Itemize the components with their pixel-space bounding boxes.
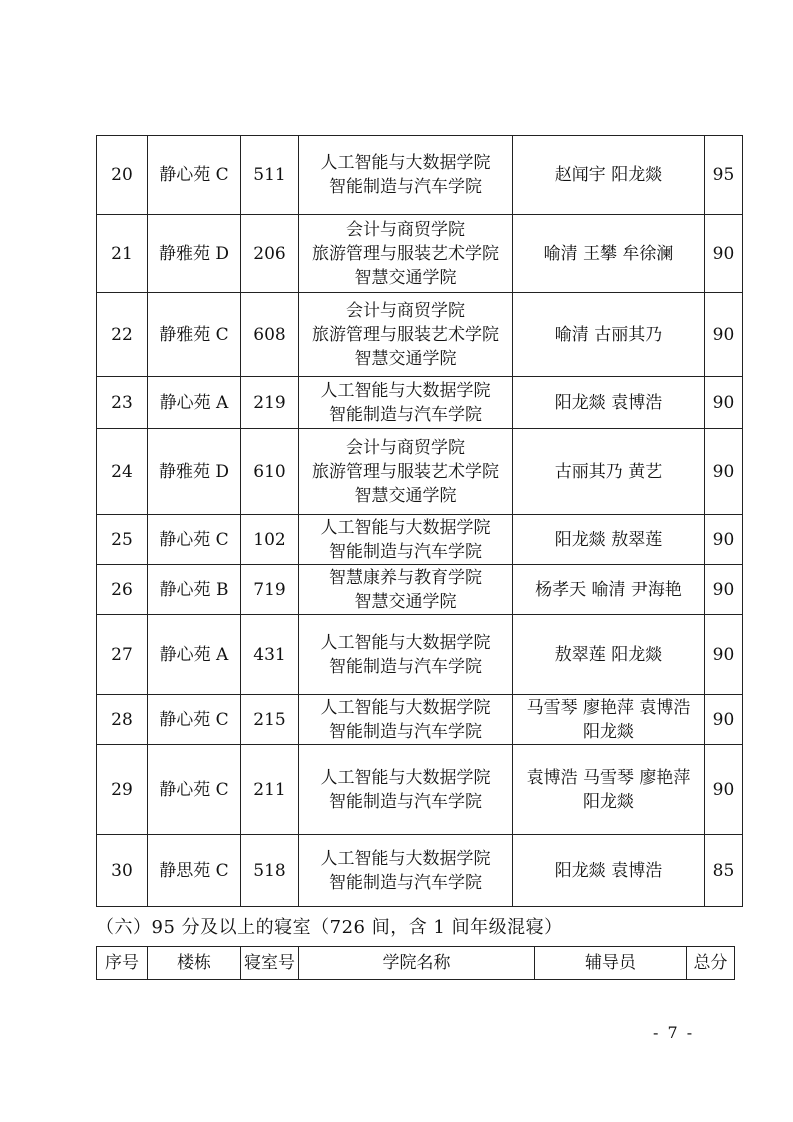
cell-counselor-line: 敖翠莲 阳龙燚 xyxy=(554,644,663,665)
table-row xyxy=(97,136,743,215)
cell-college-line: 人工智能与大数据学院 xyxy=(320,767,491,788)
cell-no: 27 xyxy=(97,615,148,695)
cell-college xyxy=(299,215,513,293)
header-no: 序号 xyxy=(97,947,148,980)
header-college: 学院名称 xyxy=(299,947,535,980)
cell-score: 90 xyxy=(705,293,743,377)
cell-college-line: 会计与商贸学院 xyxy=(346,300,465,321)
cell-college-line: 人工智能与大数据学院 xyxy=(320,697,491,718)
cell-counselor xyxy=(513,215,705,293)
cell-room: 102 xyxy=(241,515,299,565)
table-row xyxy=(97,377,743,429)
cell-college-line: 人工智能与大数据学院 xyxy=(320,380,491,401)
cell-college xyxy=(299,377,513,429)
cell-college-line: 智慧交通学院 xyxy=(354,348,457,369)
cell-building: 静心苑 C xyxy=(148,745,241,835)
cell-room: 219 xyxy=(241,377,299,429)
header-room: 寝室号 xyxy=(241,947,299,980)
cell-no: 30 xyxy=(97,835,148,907)
cell-counselor-line: 古丽其乃 黄艺 xyxy=(554,461,663,482)
cell-counselor xyxy=(513,377,705,429)
table-row xyxy=(97,515,743,565)
cell-college-line: 人工智能与大数据学院 xyxy=(320,848,491,869)
cell-college-line: 旅游管理与服装艺术学院 xyxy=(312,461,499,482)
cell-college-line: 智慧交通学院 xyxy=(354,267,457,288)
cell-score: 90 xyxy=(705,745,743,835)
cell-counselor-line: 杨孝天 喻清 尹海艳 xyxy=(535,579,682,600)
cell-room: 608 xyxy=(241,293,299,377)
cell-score: 90 xyxy=(705,215,743,293)
cell-college xyxy=(299,745,513,835)
cell-counselor xyxy=(513,615,705,695)
table-row xyxy=(97,293,743,377)
cell-no: 22 xyxy=(97,293,148,377)
cell-building: 静心苑 C xyxy=(148,136,241,215)
cell-room: 211 xyxy=(241,745,299,835)
cell-building: 静心苑 A xyxy=(148,377,241,429)
table-row xyxy=(97,565,743,615)
cell-counselor-line: 喻清 王攀 牟徐澜 xyxy=(543,243,674,264)
table-row xyxy=(97,745,743,835)
header-score: 总分 xyxy=(687,947,735,980)
cell-college-line: 智能制造与汽车学院 xyxy=(329,541,482,562)
cell-score: 90 xyxy=(705,615,743,695)
cell-counselor-line: 阳龙燚 xyxy=(583,791,634,812)
cell-counselor xyxy=(513,835,705,907)
cell-counselor-line: 喻清 古丽其乃 xyxy=(554,324,663,345)
cell-counselor-line: 阳龙燚 袁博浩 xyxy=(554,392,663,413)
cell-college-line: 智慧交通学院 xyxy=(354,591,457,612)
cell-score: 95 xyxy=(705,136,743,215)
cell-counselor-line: 阳龙燚 xyxy=(583,721,634,742)
cell-room: 719 xyxy=(241,565,299,615)
cell-no: 26 xyxy=(97,565,148,615)
table-row xyxy=(97,615,743,695)
cell-no: 24 xyxy=(97,429,148,515)
cell-counselor-line: 阳龙燚 袁博浩 xyxy=(554,860,663,881)
cell-room: 206 xyxy=(241,215,299,293)
cell-room: 511 xyxy=(241,136,299,215)
cell-no: 23 xyxy=(97,377,148,429)
cell-score: 90 xyxy=(705,377,743,429)
header-table xyxy=(96,946,735,980)
header-building: 楼栋 xyxy=(148,947,241,980)
cell-college-line: 智能制造与汽车学院 xyxy=(329,721,482,742)
cell-score: 90 xyxy=(705,515,743,565)
cell-building: 静雅苑 D xyxy=(148,429,241,515)
table-row xyxy=(97,215,743,293)
cell-building: 静心苑 C xyxy=(148,695,241,745)
cell-college-line: 旅游管理与服装艺术学院 xyxy=(312,324,499,345)
cell-building: 静雅苑 C xyxy=(148,293,241,377)
cell-score: 90 xyxy=(705,565,743,615)
cell-college-line: 智慧康养与教育学院 xyxy=(329,567,482,588)
cell-college xyxy=(299,293,513,377)
cell-no: 20 xyxy=(97,136,148,215)
cell-college xyxy=(299,565,513,615)
cell-counselor xyxy=(513,565,705,615)
cell-college-line: 智能制造与汽车学院 xyxy=(329,656,482,677)
cell-counselor xyxy=(513,745,705,835)
section-title: （六）95 分及以上的寝室（726 间，含 1 间年级混寝） xyxy=(96,917,563,938)
cell-college xyxy=(299,429,513,515)
cell-no: 28 xyxy=(97,695,148,745)
cell-no: 21 xyxy=(97,215,148,293)
cell-counselor-line: 阳龙燚 敖翠莲 xyxy=(554,529,663,550)
cell-college-line: 会计与商贸学院 xyxy=(346,437,465,458)
header-counselor: 辅导员 xyxy=(535,947,687,980)
cell-score: 90 xyxy=(705,429,743,515)
cell-college xyxy=(299,515,513,565)
cell-college-line: 人工智能与大数据学院 xyxy=(320,632,491,653)
cell-college-line: 智慧交通学院 xyxy=(354,485,457,506)
cell-counselor xyxy=(513,695,705,745)
cell-counselor-line: 马雪琴 廖艳萍 袁博浩 xyxy=(526,697,691,718)
cell-room: 431 xyxy=(241,615,299,695)
cell-college xyxy=(299,835,513,907)
cell-building: 静心苑 C xyxy=(148,515,241,565)
dorm-score-table xyxy=(96,135,743,907)
cell-college xyxy=(299,695,513,745)
cell-college xyxy=(299,615,513,695)
cell-counselor xyxy=(513,136,705,215)
cell-college-line: 智能制造与汽车学院 xyxy=(329,404,482,425)
cell-room: 215 xyxy=(241,695,299,745)
cell-college-line: 人工智能与大数据学院 xyxy=(320,517,491,538)
cell-room: 518 xyxy=(241,835,299,907)
table-row xyxy=(97,429,743,515)
cell-college-line: 智能制造与汽车学院 xyxy=(329,177,482,197)
cell-building: 静心苑 A xyxy=(148,615,241,695)
cell-room: 610 xyxy=(241,429,299,515)
header-row xyxy=(97,947,735,980)
cell-counselor xyxy=(513,515,705,565)
cell-college xyxy=(299,136,513,215)
table-row xyxy=(97,835,743,907)
cell-no: 25 xyxy=(97,515,148,565)
cell-counselor-line: 袁博浩 马雪琴 廖艳萍 xyxy=(526,767,691,788)
cell-college-line: 会计与商贸学院 xyxy=(346,219,465,240)
cell-counselor xyxy=(513,429,705,515)
cell-building: 静雅苑 D xyxy=(148,215,241,293)
cell-score: 85 xyxy=(705,835,743,907)
cell-building: 静思苑 C xyxy=(148,835,241,907)
cell-score: 90 xyxy=(705,695,743,745)
cell-college-line: 人工智能与大数据学院 xyxy=(320,153,491,173)
cell-college-line: 智能制造与汽车学院 xyxy=(329,872,482,893)
cell-college-line: 旅游管理与服装艺术学院 xyxy=(312,243,499,264)
cell-college-line: 智能制造与汽车学院 xyxy=(329,791,482,812)
cell-counselor-line: 赵闻宇 阳龙燚 xyxy=(554,165,663,185)
cell-building: 静心苑 B xyxy=(148,565,241,615)
cell-no: 29 xyxy=(97,745,148,835)
page-number: - 7 - xyxy=(653,1023,695,1042)
cell-counselor xyxy=(513,293,705,377)
table-row xyxy=(97,695,743,745)
